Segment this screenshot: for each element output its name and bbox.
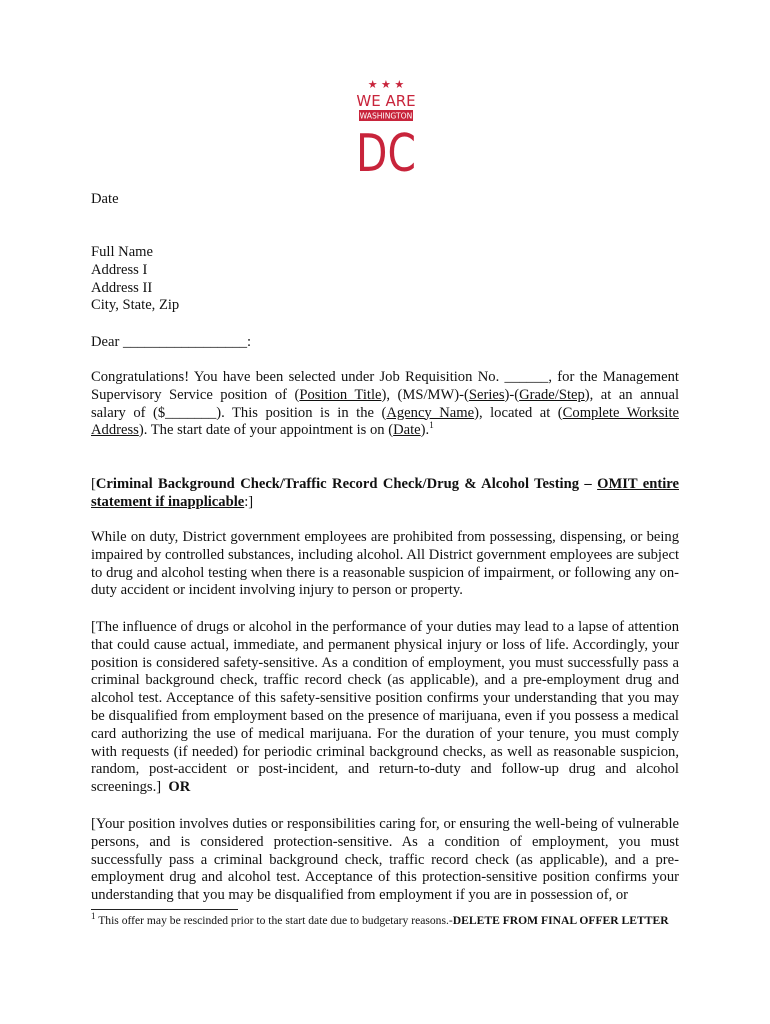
logo-dc: DC <box>356 124 416 184</box>
logo-washington: WASHINGTON <box>359 111 413 121</box>
duty-paragraph: While on duty, District government employees are prohibited from possessing, dispensing, or being impaired by controlled substances, including alcohol. All District government employees are subject to drug and alcohol testing when there is a reasonable suspicion of impairment, or following any on-duty accident or incident involving injury to person or property. <box>91 529 679 599</box>
agency-name-placeholder: Agency Name <box>386 404 475 421</box>
logo-stars: ★ ★ ★ <box>367 78 405 91</box>
congratulations-paragraph: Congratulations! You have been selected under Job Requisition No. ______, for the Management Supervisory Service position of (Position Title), (MS/MW)-(Series)-(Grade/Step), at an annual salary of ($_______). This position is in the (Agency Name), located at (Complete Worksite Address). The start date of your appointment is on (Date).$^1$ <box>91 369 680 439</box>
letter-date: Date <box>91 191 119 207</box>
testing-section-heading: [Criminal Background Check/Traffic Record Check/Drug & Alcohol Testing – OMIT entire statement if inapplicable:] <box>91 476 679 510</box>
start-date-placeholder: Date <box>393 422 421 439</box>
worksite-address-placeholder: Complete Worksite Address <box>91 404 679 439</box>
grade-step-placeholder: Grade/Step <box>519 386 585 403</box>
recipient-address <box>91 244 679 315</box>
footnote-instruction: DELETE FROM FINAL OFFER LETTER <box>452 914 669 927</box>
or-connector: OR <box>168 779 191 796</box>
recipient-address-2: Address II <box>91 279 153 296</box>
footnote-number: 1 <box>91 911 96 922</box>
we-are-washington-dc-logo <box>350 76 422 184</box>
footnote: $^1$ This offer may be rescinded prior to the start date due to budgetary reasons.-DELETE FROM FINAL OFFER LETTER <box>91 911 669 927</box>
logo-we-are: WE ARE <box>356 92 416 110</box>
recipient-name: Full Name <box>91 244 154 260</box>
protection-sensitive-paragraph: [Your position involves duties or responsibilities caring for, or ensuring the well-being of vulnerable persons, and is considered protection-sensitive. As a condition of employment, you must successfully pass a criminal background check, traffic record check (as applicable), and a pre-employment drug and alcohol test. Acceptance of this protection-sensitive position confirms your understanding that you may be disqualified from employment if you are in possession of, or <box>91 816 679 904</box>
recipient-address-1: Address I <box>91 261 148 278</box>
omit-instruction: OMIT entire statement if inapplicable <box>91 476 679 510</box>
series-placeholder: Series <box>468 386 505 403</box>
position-title-placeholder: Position Title <box>299 386 382 403</box>
recipient-city-state-zip: City, State, Zip <box>91 297 180 314</box>
salutation: Dear _________________: <box>91 334 252 350</box>
safety-sensitive-paragraph: [The influence of drugs or alcohol in the performance of your duties may lead to a lapse of attention that could cause actual, immediate, and permanent physical injury or loss of life. Accordingly, your position is considered safety-sensitive. As a condition of employment, you must successfully pass a criminal background check, traffic record check (as applicable), and a pre-employment drug and alcohol test. Acceptance of this safety-sensitive position confirms your understanding that you may be disqualified from employment based on the presence of marijuana, even if you possess a medical card authorizing the use of medical marijuana. For the duration of your tenure, you must comply with requests (if needed) for periodic criminal background checks, as well as reasonable suspicion, random, post-accident or post-incident, and return-to-duty and follow-up drug and alcohol screenings.] OR <box>91 619 679 796</box>
footnote-separator <box>91 909 238 910</box>
footnote-reference: 1 <box>429 420 434 431</box>
